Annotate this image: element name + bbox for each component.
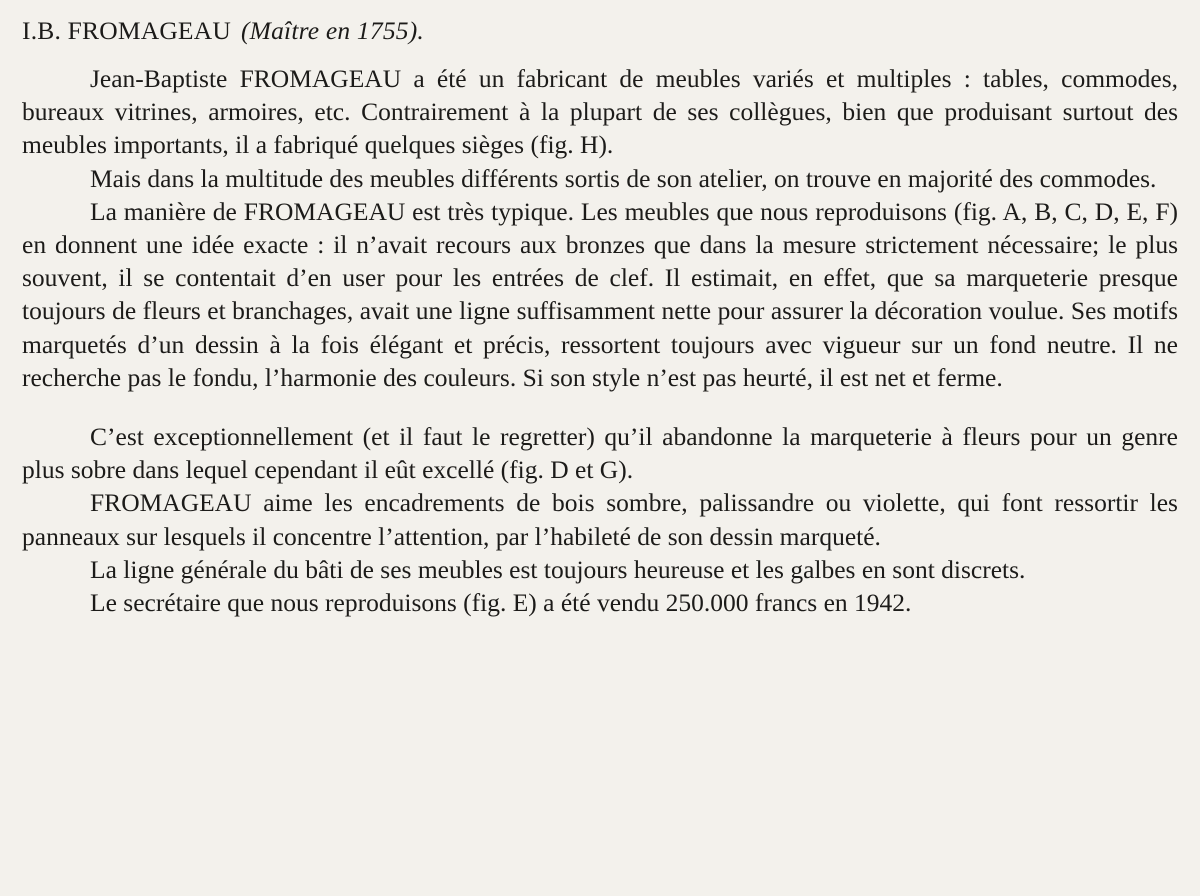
paragraph: C’est exceptionnellement (et il faut le regretter) qu’il abandonne la marqueterie à fleurs pour un genre plus sobre dans lequel cependant il eût excellé (fig. D et G). <box>22 422 1178 485</box>
paragraph: La ligne générale du bâti de ses meubles est toujours heureuse et les galbes en sont discrets. <box>90 554 1026 584</box>
heading-name: I.B. FROMAGEAU <box>22 16 231 45</box>
heading-subtitle: (Maître en 1755). <box>240 16 424 45</box>
paragraph: La manière de FROMAGEAU est très typique. Les meubles que nous reproduisons (fig. A, B, C, D, E, F) en donnent une idée exacte : il n’avait recours aux bronzes que dans la mesure strictement nécessaire; le plus souvent, il se contentait d’en user pour les entrées de clef. Il estimait, en effet, que sa marqueterie presque toujours de fleurs et branchages, avait une ligne suffisamment nette pour assurer la décoration voulue. Ses motifs marquetés d’un dessin à la fois élégant et précis, ressortent toujours avec vigueur sur un fond neutre. Il ne recherche pas le fondu, l’harmonie des couleurs. Si son style n’est pas heurté, il est net et ferme. <box>22 196 1178 392</box>
paragraph: Jean-Baptiste FROMAGEAU a été un fabricant de meubles variés et multiples : tables, commodes, bureaux vitrines, armoires, etc. Contrairement à la plupart de ses collègues, bien que produisant surtout des meubles importants, il a fabriqué quelques sièges (fig. H). <box>22 64 1178 160</box>
paragraph: Mais dans la multitude des meubles différents sortis de son atelier, on trouve en majorité des commodes. <box>90 163 1157 193</box>
paragraph: FROMAGEAU aime les encadrements de bois sombre, palissandre ou violette, qui font ressortir les panneaux sur lesquels il concentre l’attention, par l’habileté de son dessin marqueté. <box>22 488 1178 551</box>
page-heading <box>22 10 1178 52</box>
paragraph: Le secrétaire que nous reproduisons (fig. E) a été vendu 250.000 francs en 1942. <box>90 588 912 618</box>
